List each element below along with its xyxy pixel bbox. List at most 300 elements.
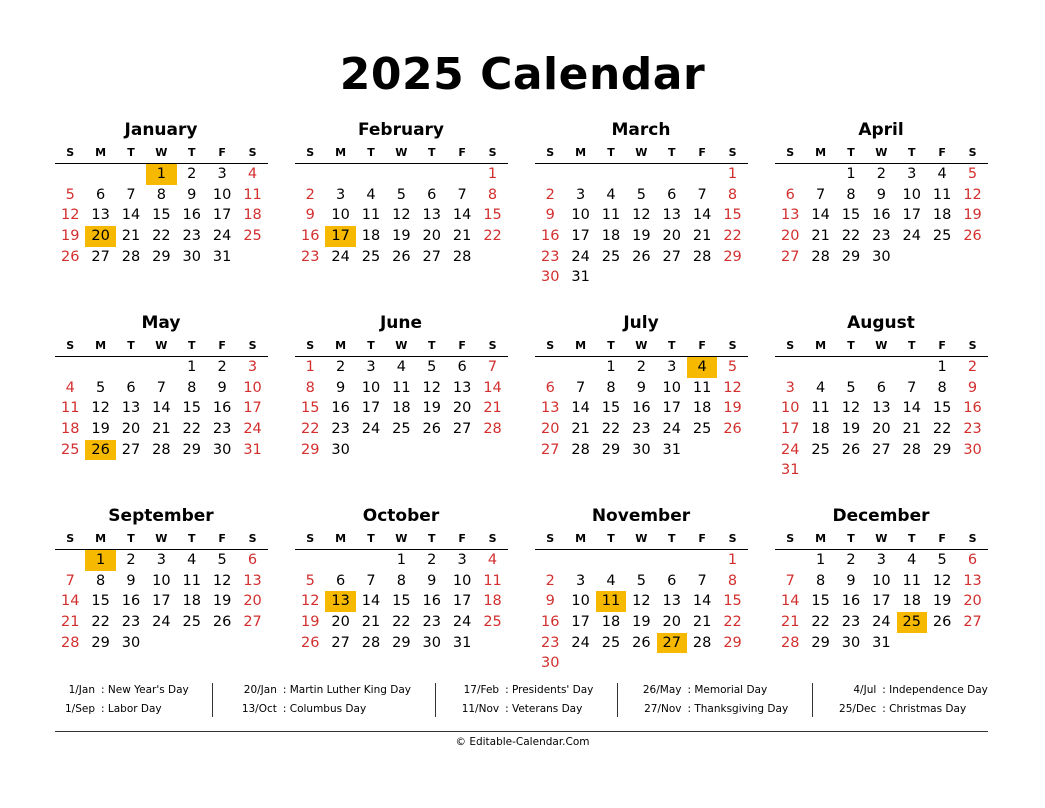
weekday-label: T (428, 146, 436, 159)
day-cell: 20 (121, 421, 141, 438)
weekday-label: S (546, 532, 555, 545)
day-cell: 8 (937, 379, 947, 396)
weekday-label: T (127, 532, 135, 545)
holiday-date: 20/Jan (243, 684, 277, 696)
weekday-header (535, 528, 748, 550)
day-cell: 11 (692, 379, 712, 396)
day-cell: 16 (212, 400, 232, 417)
day-cell: 18 (601, 228, 621, 245)
day-cell: 16 (121, 593, 141, 610)
day-cell: 26 (932, 614, 952, 631)
day-cell: 27 (243, 614, 262, 631)
day-cell: 31 (662, 441, 681, 458)
day-cell: 10 (872, 572, 891, 589)
day-cell: 7 (697, 572, 707, 589)
day-grid (55, 164, 268, 267)
weekday-label: S (968, 339, 977, 352)
holiday-entry (641, 701, 788, 718)
day-cell: 19 (632, 614, 651, 631)
day-cell: 21 (361, 614, 381, 631)
day-cell: 4 (396, 359, 406, 375)
day-cell: 27 (422, 248, 441, 265)
day-cell: 26 (632, 248, 651, 265)
day-cell: 25 (361, 248, 381, 265)
day-cell: 15 (601, 400, 621, 417)
day-cell: 11 (811, 400, 830, 417)
day-cell: 5 (65, 186, 75, 203)
day-cell: 31 (780, 462, 800, 479)
day-cell: 4 (247, 166, 258, 182)
weekday-label: S (786, 146, 795, 159)
day-cell: 4 (907, 552, 917, 568)
day-cell: 18 (932, 207, 952, 224)
day-cell: 6 (667, 186, 677, 203)
day-cell: 14 (692, 593, 712, 610)
month-name: July (623, 313, 659, 333)
day-cell: 11 (243, 186, 262, 203)
day-cell: 13 (452, 379, 472, 396)
day-cell: 24 (571, 634, 590, 651)
day-cell: 6 (335, 572, 346, 589)
holiday-date: 11/Nov (461, 703, 500, 715)
day-cell: 6 (967, 552, 978, 568)
weekday-label: S (968, 532, 977, 545)
day-cell: 16 (841, 593, 861, 610)
day-cell: 12 (300, 593, 320, 610)
holiday-name: : Veterans Day (505, 703, 583, 715)
day-cell: 16 (632, 400, 651, 417)
day-cell: 28 (60, 634, 80, 651)
day-cell: 8 (305, 379, 315, 396)
day-cell: 7 (575, 379, 586, 396)
day-grid (775, 550, 988, 653)
day-cell: 21 (152, 421, 171, 438)
day-cell: 6 (667, 572, 677, 589)
day-cell: 8 (846, 186, 856, 203)
weekday-label: F (938, 532, 946, 545)
day-cell: 20 (963, 593, 982, 610)
day-cell: 20 (540, 421, 560, 438)
day-cell: 15 (483, 207, 502, 224)
weekday-label: S (546, 146, 555, 159)
day-cell: 28 (811, 248, 830, 265)
day-cell: 2 (335, 359, 346, 375)
day-cell: 10 (571, 207, 590, 224)
day-cell: 8 (727, 186, 738, 203)
day-cell: 19 (212, 593, 232, 610)
weekday-label: F (218, 146, 226, 159)
day-cell: 17 (902, 207, 921, 224)
holiday-day-cell: 13 (325, 591, 355, 612)
day-cell: 12 (841, 400, 861, 417)
weekday-label: M (815, 532, 827, 545)
day-cell: 10 (902, 186, 921, 203)
holiday-separator (617, 683, 618, 717)
day-cell: 30 (540, 269, 560, 286)
day-cell: 25 (932, 228, 952, 245)
day-cell: 17 (212, 207, 232, 224)
weekday-label: S (488, 532, 497, 545)
weekday-header (535, 142, 748, 164)
day-cell: 12 (91, 400, 110, 417)
day-cell: 7 (126, 186, 136, 203)
day-cell: 8 (606, 379, 616, 396)
day-cell: 21 (692, 614, 712, 631)
weekday-label: F (938, 146, 946, 159)
day-cell: 11 (483, 572, 502, 589)
day-cell: 30 (331, 441, 350, 458)
holiday-column (641, 680, 788, 720)
day-cell: 3 (575, 186, 586, 203)
day-cell: 6 (95, 186, 106, 203)
day-cell: 1 (487, 166, 498, 182)
weekday-label: S (248, 532, 257, 545)
day-cell: 24 (571, 248, 590, 265)
day-cell: 24 (152, 614, 171, 631)
weekday-label: M (95, 339, 107, 352)
day-cell: 11 (932, 186, 952, 203)
weekday-label: T (607, 146, 615, 159)
weekday-label: M (335, 339, 347, 352)
day-cell: 20 (422, 228, 441, 245)
day-cell: 18 (811, 421, 830, 438)
weekday-label: F (458, 532, 466, 545)
weekday-label: F (458, 146, 466, 159)
weekday-header (775, 335, 988, 357)
day-cell: 30 (182, 248, 201, 265)
weekday-label: M (575, 532, 587, 545)
weekday-label: F (218, 339, 226, 352)
weekday-label: W (155, 532, 168, 545)
weekday-label: S (66, 146, 75, 159)
day-cell: 28 (692, 248, 712, 265)
day-grid (775, 357, 988, 481)
day-cell: 22 (91, 614, 110, 631)
day-cell: 23 (872, 228, 891, 245)
day-cell: 22 (601, 421, 621, 438)
day-cell: 15 (723, 593, 742, 610)
holiday-name: : Thanksgiving Day (687, 703, 789, 715)
weekday-label: T (607, 532, 615, 545)
weekday-label: T (428, 339, 436, 352)
weekday-label: W (875, 532, 888, 545)
day-cell: 1 (727, 166, 738, 182)
day-cell: 25 (811, 441, 830, 458)
month-0 (55, 118, 268, 267)
day-cell: 21 (483, 400, 502, 417)
holiday-column (836, 680, 988, 720)
day-cell: 17 (571, 614, 590, 631)
day-cell: 22 (152, 228, 171, 245)
day-cell: 29 (841, 248, 861, 265)
holiday-entry (641, 682, 788, 699)
day-cell: 11 (392, 379, 411, 396)
day-cell: 2 (967, 359, 978, 375)
day-cell: 13 (872, 400, 891, 417)
day-cell: 25 (692, 421, 712, 438)
day-cell: 9 (305, 207, 315, 224)
weekday-label: S (248, 339, 257, 352)
day-cell: 14 (452, 207, 472, 224)
day-cell: 6 (545, 379, 555, 396)
day-cell: 18 (361, 228, 381, 245)
day-cell: 5 (636, 186, 646, 203)
day-cell: 27 (452, 421, 472, 438)
day-cell: 15 (152, 207, 171, 224)
day-cell: 20 (331, 614, 350, 631)
day-cell: 22 (483, 228, 502, 245)
day-cell: 17 (361, 400, 381, 417)
day-cell: 5 (95, 379, 106, 396)
day-cell: 7 (457, 186, 467, 203)
weekday-label: W (875, 146, 888, 159)
weekday-label: M (335, 532, 347, 545)
day-cell: 14 (361, 593, 381, 610)
day-cell: 10 (243, 379, 262, 396)
day-grid (55, 357, 268, 460)
holiday-day-cell: 1 (146, 164, 176, 185)
day-cell: 19 (932, 593, 952, 610)
day-cell: 27 (872, 441, 891, 458)
day-cell: 24 (212, 228, 232, 245)
day-cell: 28 (780, 634, 800, 651)
day-cell: 3 (876, 552, 886, 568)
holiday-column (55, 680, 189, 720)
day-cell: 28 (361, 634, 381, 651)
holiday-date: 26/May (642, 684, 682, 696)
day-cell: 30 (540, 655, 560, 672)
day-cell: 7 (65, 572, 75, 589)
day-cell: 19 (300, 614, 320, 631)
month-3 (775, 118, 988, 267)
weekday-label: F (698, 146, 706, 159)
day-cell: 29 (932, 441, 952, 458)
weekday-label: T (668, 532, 676, 545)
day-cell: 8 (156, 186, 166, 203)
holiday-date: 27/Nov (644, 703, 682, 715)
day-cell: 16 (422, 593, 441, 610)
weekday-label: M (815, 146, 827, 159)
day-cell: 26 (392, 248, 411, 265)
weekday-label: T (428, 532, 436, 545)
day-cell: 7 (487, 359, 498, 375)
day-cell: 25 (601, 248, 621, 265)
holiday-date: 1/Jan (68, 684, 95, 696)
day-cell: 9 (427, 572, 437, 589)
day-cell: 18 (243, 207, 262, 224)
day-cell: 9 (636, 379, 646, 396)
day-cell: 25 (182, 614, 201, 631)
weekday-label: S (728, 532, 737, 545)
day-cell: 24 (902, 228, 921, 245)
day-cell: 16 (540, 228, 560, 245)
day-cell: 20 (662, 614, 681, 631)
day-cell: 13 (780, 207, 800, 224)
weekday-label: T (188, 532, 196, 545)
day-cell: 17 (571, 228, 590, 245)
day-cell: 23 (540, 248, 560, 265)
weekday-label: S (728, 146, 737, 159)
holiday-list (55, 680, 988, 720)
day-cell: 5 (846, 379, 856, 396)
day-cell: 7 (697, 186, 707, 203)
day-cell: 19 (60, 228, 80, 245)
day-cell: 12 (932, 572, 952, 589)
holiday-separator (812, 683, 813, 717)
day-cell: 5 (305, 572, 315, 589)
day-cell: 23 (212, 421, 232, 438)
page-title: 2025 Calendar (339, 49, 706, 100)
day-cell: 14 (780, 593, 800, 610)
day-cell: 15 (91, 593, 110, 610)
day-cell: 9 (217, 379, 227, 396)
day-cell: 6 (247, 552, 258, 568)
day-cell: 29 (392, 634, 411, 651)
weekday-label: T (908, 339, 916, 352)
day-cell: 27 (121, 441, 141, 458)
weekday-label: T (127, 146, 135, 159)
day-cell: 16 (331, 400, 350, 417)
weekday-label: T (847, 339, 855, 352)
day-cell: 9 (967, 379, 978, 396)
day-cell: 15 (300, 400, 320, 417)
day-cell: 20 (243, 593, 262, 610)
month-7 (775, 311, 988, 481)
day-cell: 6 (457, 359, 467, 375)
day-cell: 3 (457, 552, 467, 568)
day-cell: 18 (601, 614, 621, 631)
day-cell: 31 (571, 269, 590, 286)
holiday-name: : Columbus Day (282, 703, 367, 715)
weekday-label: T (188, 146, 196, 159)
day-cell: 11 (361, 207, 381, 224)
weekday-label: W (635, 339, 648, 352)
weekday-label: F (698, 532, 706, 545)
day-cell: 9 (545, 207, 555, 224)
day-cell: 17 (452, 593, 472, 610)
day-cell: 16 (300, 228, 320, 245)
day-cell: 19 (392, 228, 411, 245)
day-cell: 14 (571, 400, 590, 417)
footer-divider (55, 731, 988, 732)
day-cell: 16 (182, 207, 201, 224)
weekday-label: T (127, 339, 135, 352)
day-cell: 2 (126, 552, 136, 568)
day-cell: 5 (967, 166, 978, 182)
day-cell: 7 (907, 379, 917, 396)
holiday-day-cell: 26 (85, 440, 115, 461)
day-cell: 22 (182, 421, 201, 438)
month-2 (535, 118, 748, 288)
holiday-date: 13/Oct (241, 703, 277, 715)
day-cell: 4 (487, 552, 498, 568)
day-cell: 6 (876, 379, 886, 396)
day-cell: 3 (366, 359, 376, 375)
day-cell: 5 (937, 552, 947, 568)
day-cell: 28 (692, 634, 712, 651)
day-cell: 2 (187, 166, 197, 182)
day-cell: 9 (187, 186, 197, 203)
day-cell: 3 (667, 359, 677, 375)
day-cell: 24 (452, 614, 472, 631)
holiday-name: : New Year's Day (101, 684, 189, 696)
weekday-header (55, 335, 268, 357)
weekday-label: S (786, 339, 795, 352)
holiday-name: : Christmas Day (882, 703, 967, 715)
day-cell: 15 (392, 593, 411, 610)
month-name: November (591, 506, 691, 526)
day-cell: 21 (780, 614, 800, 631)
day-cell: 31 (872, 634, 891, 651)
weekday-label: M (335, 146, 347, 159)
day-cell: 21 (902, 421, 921, 438)
day-cell: 2 (217, 359, 227, 375)
day-cell: 23 (300, 248, 320, 265)
day-cell: 18 (483, 593, 502, 610)
day-cell: 11 (182, 572, 201, 589)
weekday-label: S (546, 339, 555, 352)
day-grid (535, 357, 748, 460)
weekday-label: M (95, 532, 107, 545)
day-cell: 2 (876, 166, 886, 182)
day-cell: 1 (305, 359, 315, 375)
day-cell: 20 (662, 228, 681, 245)
holiday-date: 1/Sep (64, 703, 95, 715)
day-cell: 7 (366, 572, 376, 589)
holiday-date: 17/Feb (463, 684, 500, 696)
day-grid (295, 164, 508, 267)
month-name: March (611, 120, 671, 140)
weekday-label: M (95, 146, 107, 159)
day-cell: 29 (182, 441, 201, 458)
month-11 (775, 504, 988, 653)
day-cell: 10 (361, 379, 381, 396)
weekday-header (535, 335, 748, 357)
day-cell: 9 (846, 572, 856, 589)
month-name: February (357, 120, 445, 140)
month-name: December (832, 506, 930, 526)
day-cell: 24 (662, 421, 681, 438)
day-cell: 8 (396, 572, 406, 589)
day-cell: 13 (662, 593, 681, 610)
day-cell: 22 (723, 228, 742, 245)
day-cell: 23 (540, 634, 560, 651)
weekday-label: M (575, 339, 587, 352)
day-cell: 28 (152, 441, 171, 458)
day-cell: 29 (300, 441, 320, 458)
day-cell: 8 (95, 572, 106, 589)
day-cell: 7 (785, 572, 795, 589)
day-cell: 14 (692, 207, 712, 224)
holiday-name: : Martin Luther King Day (282, 684, 411, 696)
day-cell: 9 (126, 572, 136, 589)
day-cell: 4 (815, 379, 826, 396)
month-9 (295, 504, 508, 653)
holiday-date: 4/Jul (853, 684, 877, 696)
weekday-label: S (786, 532, 795, 545)
day-cell: 21 (811, 228, 830, 245)
holiday-day-cell: 25 (897, 612, 927, 633)
weekday-label: S (968, 146, 977, 159)
month-name: October (362, 506, 440, 526)
holiday-day-cell: 4 (687, 357, 717, 378)
day-cell: 8 (187, 379, 197, 396)
weekday-header (55, 528, 268, 550)
day-cell: 10 (331, 207, 350, 224)
day-cell: 13 (121, 400, 141, 417)
day-cell: 27 (540, 441, 560, 458)
day-cell: 6 (785, 186, 795, 203)
